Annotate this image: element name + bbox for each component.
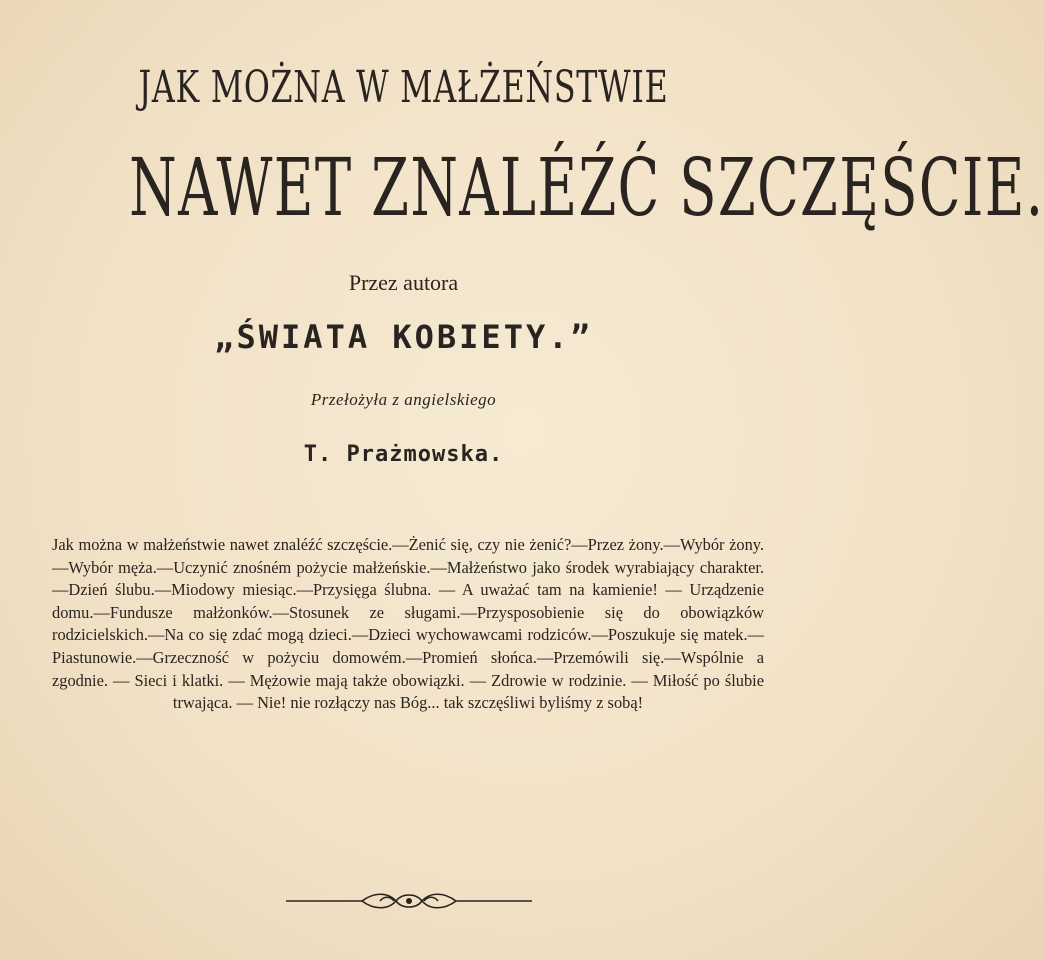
byline: Przez autora [348, 270, 459, 295]
title-line-2: NAWET ZNALÉŹĆ SZCZĘŚCIE. [129, 141, 1044, 234]
title-line-1: JAK MOŻNA W MAŁŻEŃSTWIE [138, 62, 669, 113]
translator-name: T. Prażmowska. [303, 442, 504, 467]
work-title: „ŚWIATA KOBIETY.” [214, 318, 593, 356]
contents-summary: Jak można w małżeństwie nawet znaléźć szczęście.—Żenić się, czy nie żenić?—Przez żony.—Wybór żony.—Wybór męża.—Uczynić znośném pożycie małżeńskie.—Małżeństwo jako środek wyrabiający charakter.—Dzień ślubu.—Miodowy miesiąc.—Przysięga ślubna. — A uważać tam na kamienie! — Urządzenie domu.—Fundusze małżonków.—Stosunek ze sługami.—Przysposobienie się do obowiązków rodzicielskich.—Na co się zdać mogą dzieci.—Dzieci wychowawcami rodziców.—Poszukuje się matek.—Piastunowie.—Grzeczność w pożyciu domowém.—Promień słońca.—Przemówili się.—Wspólnie a zgodnie. — Sieci i klatki. — Mężowie mają także obowiązki. — Zdrowie w rodzinie. — Miłość po ślubie trwająca. — Nie! nie rozłączy nas Bóg... tak szczęśliwi byliśmy z sobą! [52, 535, 764, 713]
decorative-flourish-icon [284, 888, 534, 914]
translator-note: Przełożyła z angielskiego [310, 390, 497, 409]
